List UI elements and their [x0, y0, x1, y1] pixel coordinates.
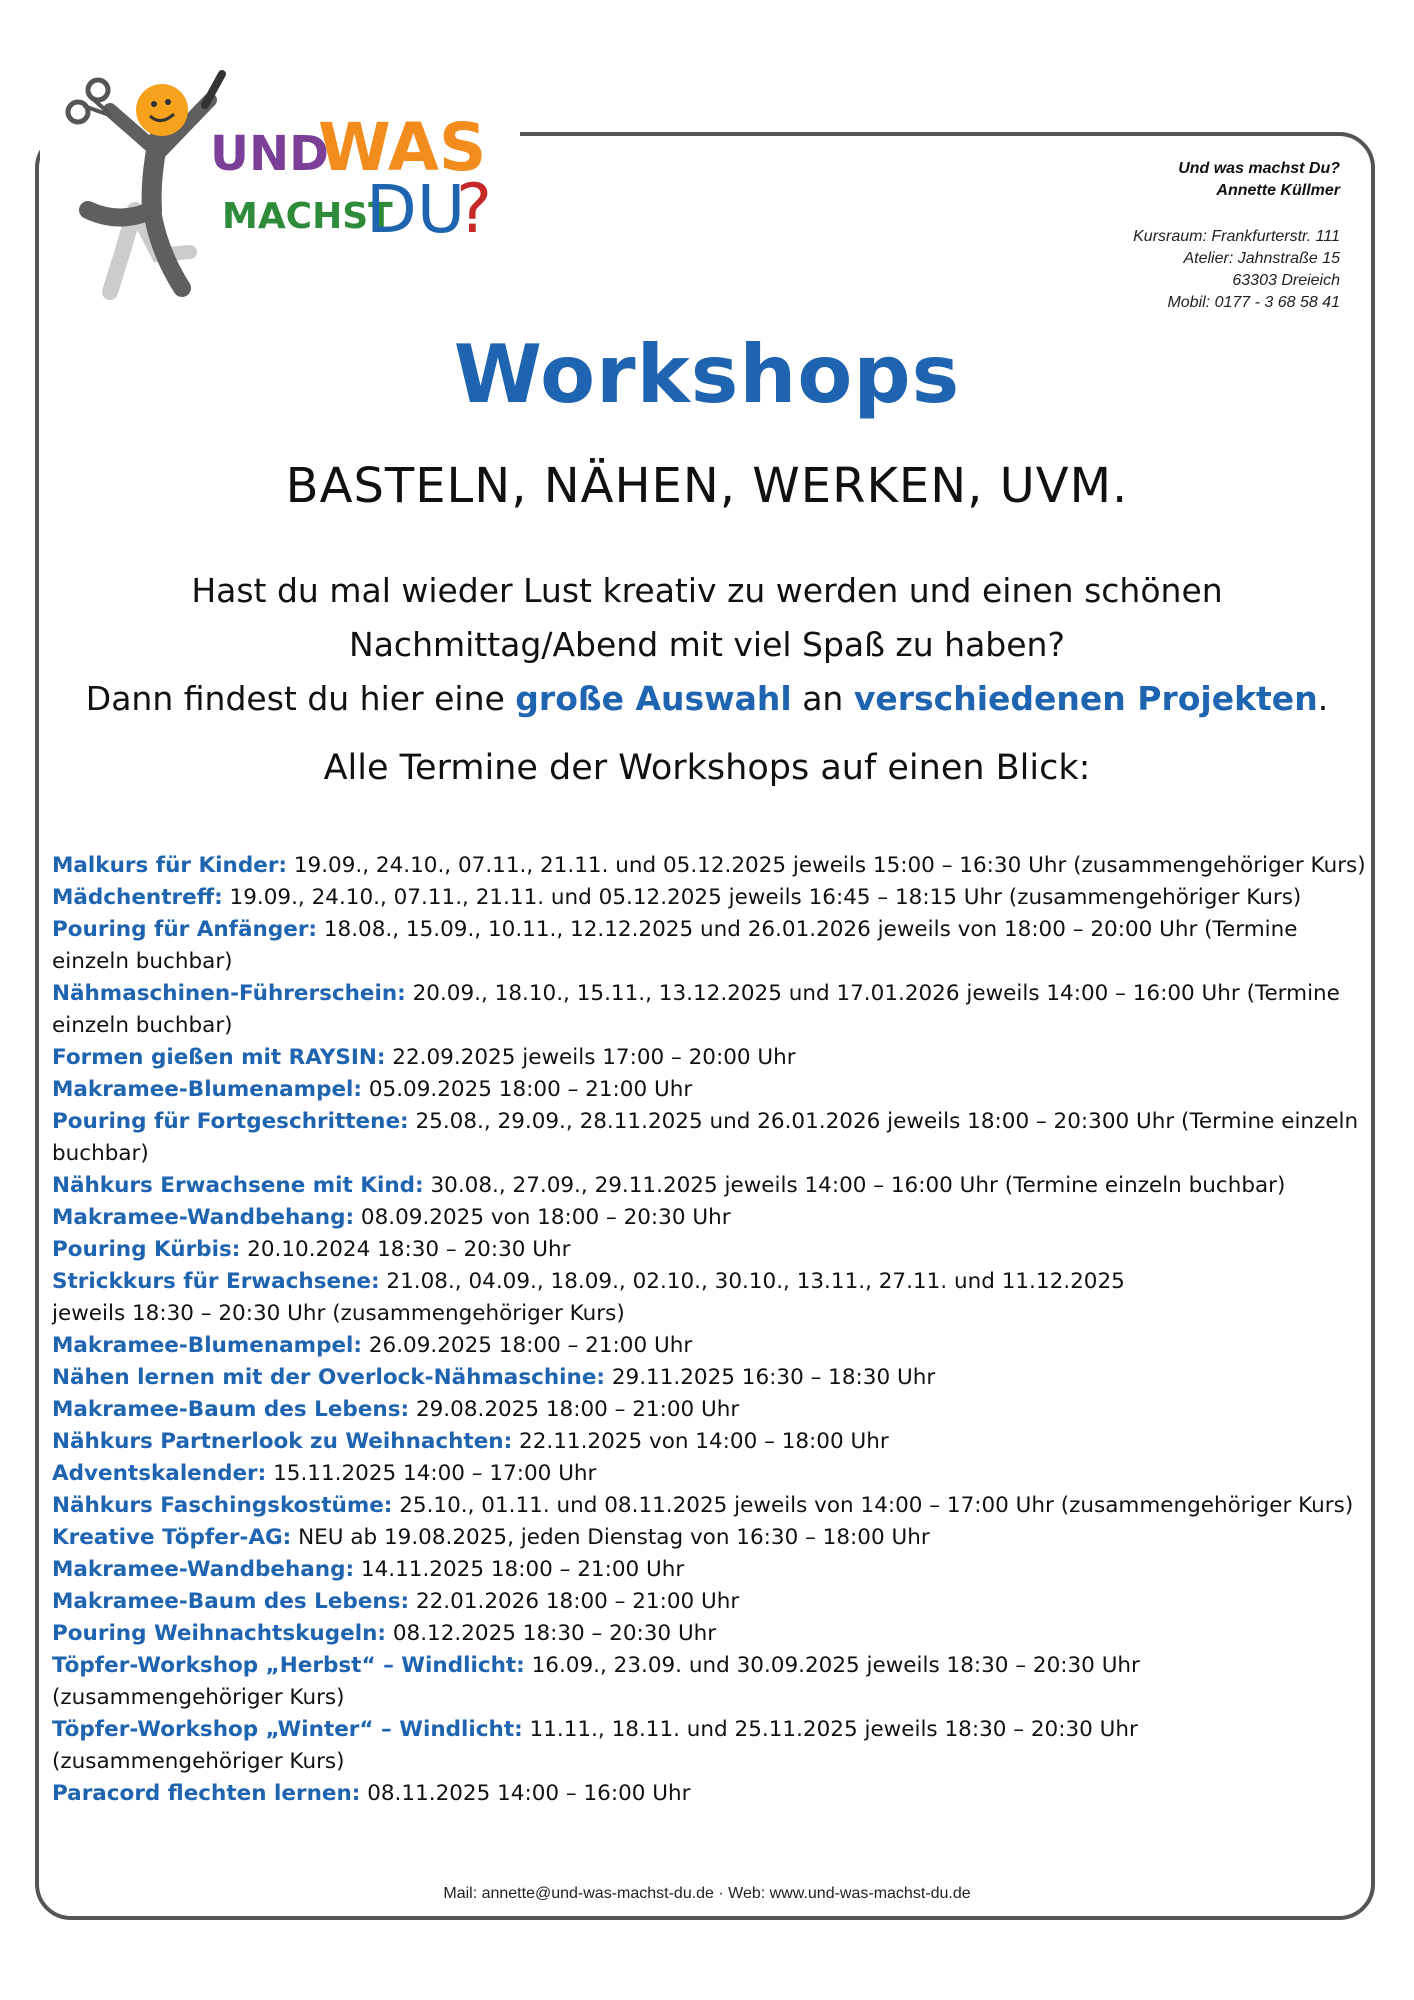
workshop-title: Nähkurs Faschingskostüme:: [52, 1493, 393, 1518]
intro-text-part: .: [1317, 679, 1329, 718]
workshop-title: Nähen lernen mit der Overlock-Nähmaschine:: [52, 1365, 606, 1390]
workshop-dates: 08.11.2025 14:00 – 16:00 Uhr: [360, 1781, 691, 1806]
workshop-item: [52, 1042, 1372, 1074]
workshop-dates: 08.09.2025 von 18:00 – 20:30 Uhr: [354, 1205, 731, 1230]
workshop-item: [52, 1554, 1372, 1586]
workshop-title: Pouring Weihnachtskugeln:: [52, 1621, 386, 1646]
workshop-dates: 30.08., 27.09., 29.11.2025 jeweils 14:00 – 16:00 Uhr (Termine einzeln buchbar): [423, 1173, 1286, 1198]
workshop-item: [52, 1586, 1372, 1618]
workshop-item: [52, 1778, 1372, 1810]
workshop-title: Makramee-Blumenampel:: [52, 1077, 363, 1102]
owner-name: Annette Küllmer: [1216, 182, 1340, 199]
logo-text-question: ?: [456, 170, 493, 249]
address-line: Kursraum: Frankfurterstr. 111: [1133, 228, 1340, 245]
logo-text-machst: MACHST: [222, 196, 393, 237]
workshop-dates: 14.11.2025 18:00 – 21:00 Uhr: [354, 1557, 685, 1582]
intro-highlight: große Auswahl: [515, 679, 792, 718]
workshop-title: Nähkurs Partnerlook zu Weihnachten:: [52, 1429, 513, 1454]
workshop-dates: 19.09., 24.10., 07.11., 21.11. und 05.12.2025 jeweils 15:00 – 16:30 Uhr (zusammengehöriger Kurs): [287, 853, 1366, 878]
workshop-item: [52, 978, 1372, 1042]
workshop-dates: 15.11.2025 14:00 – 17:00 Uhr: [266, 1461, 597, 1486]
workshop-item: [52, 1618, 1372, 1650]
workshop-title: Pouring für Anfänger:: [52, 917, 318, 942]
workshop-dates: 22.01.2026 18:00 – 21:00 Uhr: [409, 1589, 740, 1614]
workshop-title: Strickkurs für Erwachsene:: [52, 1269, 380, 1294]
logo-text-und: UND: [210, 126, 329, 182]
workshop-title: Kreative Töpfer-AG:: [52, 1525, 292, 1550]
workshop-title: Adventskalender:: [52, 1461, 267, 1486]
workshop-dates: 29.08.2025 18:00 – 21:00 Uhr: [409, 1397, 740, 1422]
schedule-heading: Alle Termine der Workshops auf einen Blick:: [323, 748, 1091, 788]
workshop-item: [52, 1458, 1372, 1490]
workshop-item: [52, 850, 1372, 882]
phone-line: Mobil: 0177 - 3 68 58 41: [1167, 294, 1340, 311]
intro-line-3: [0, 672, 1414, 726]
workshop-item: [52, 914, 1372, 978]
workshop-title: Töpfer-Workshop „Winter“ – Windlicht:: [52, 1717, 523, 1742]
address-line: 63303 Dreieich: [1232, 272, 1340, 289]
page-subtitle: BASTELN, NÄHEN, WERKEN, UVM.: [285, 458, 1129, 514]
workshop-item: [52, 1106, 1372, 1170]
workshop-title: Makramee-Wandbehang:: [52, 1557, 355, 1582]
intro-text-part: Dann findest du hier eine: [85, 679, 516, 718]
intro-text: [0, 564, 1414, 726]
workshop-dates: 20.09., 18.10., 15.11., 13.12.2025 und 17.01.2026 jeweils 14:00 – 16:00 Uhr (Termine einzeln buchbar): [52, 981, 1340, 1038]
workshop-title: Makramee-Baum des Lebens:: [52, 1589, 410, 1614]
company-name: Und was machst Du?: [1178, 160, 1340, 177]
page-title: Workshops: [453, 328, 961, 421]
workshop-item: [52, 882, 1372, 914]
workshop-title: Mädchentreff:: [52, 885, 223, 910]
workshop-item: [52, 1490, 1372, 1522]
intro-highlight: verschiedenen Projekten: [853, 679, 1318, 718]
workshop-list: [52, 850, 1372, 1810]
workshop-item: [52, 1426, 1372, 1458]
workshop-title: Nähmaschinen-Führerschein:: [52, 981, 406, 1006]
workshop-dates-cont: (zusammengehöriger Kurs): [52, 1685, 345, 1710]
workshop-dates: 29.11.2025 16:30 – 18:30 Uhr: [605, 1365, 936, 1390]
workshop-item: [52, 1394, 1372, 1426]
workshop-dates: 19.09., 24.10., 07.11., 21.11. und 05.12.2025 jeweils 16:45 – 18:15 Uhr (zusammengehöriger Kurs): [222, 885, 1302, 910]
intro-line-2: Nachmittag/Abend mit viel Spaß zu haben?: [349, 625, 1065, 664]
logo-text-du: DU: [366, 171, 466, 248]
company-logo: [40, 60, 520, 310]
workshop-item: [52, 1170, 1372, 1202]
workshop-title: Töpfer-Workshop „Herbst“ – Windlicht:: [52, 1653, 525, 1678]
workshop-item: [52, 1266, 1372, 1330]
workshop-dates: 21.08., 04.09., 18.09., 02.10., 30.10., 13.11., 27.11. und 11.12.2025: [379, 1269, 1125, 1294]
workshop-dates: 16.09., 23.09. und 30.09.2025 jeweils 18:30 – 20:30 Uhr: [524, 1653, 1140, 1678]
workshop-title: Paracord flechten lernen:: [52, 1781, 361, 1806]
workshop-dates: 08.12.2025 18:30 – 20:30 Uhr: [386, 1621, 717, 1646]
workshop-item: [52, 1074, 1372, 1106]
logo-graphic: [40, 60, 520, 310]
workshop-item: [52, 1234, 1372, 1266]
workshop-item: [52, 1202, 1372, 1234]
workshop-title: Pouring für Fortgeschrittene:: [52, 1109, 409, 1134]
workshop-dates: NEU ab 19.08.2025, jeden Dienstag von 16:30 – 18:00 Uhr: [291, 1525, 930, 1550]
workshop-item: [52, 1330, 1372, 1362]
address-line: Atelier: Jahnstraße 15: [1183, 250, 1340, 267]
workshop-title: Formen gießen mit RAYSIN:: [52, 1045, 386, 1070]
workshop-dates: 22.11.2025 von 14:00 – 18:00 Uhr: [512, 1429, 889, 1454]
workshop-item: [52, 1362, 1372, 1394]
workshop-item: [52, 1522, 1372, 1554]
workshop-dates: 25.08., 29.09., 28.11.2025 und 26.01.2026 jeweils 18:00 – 20:300 Uhr (Termine einzeln buchbar): [52, 1109, 1359, 1166]
workshop-title: Pouring Kürbis:: [52, 1237, 241, 1262]
workshop-dates: 05.09.2025 18:00 – 21:00 Uhr: [362, 1077, 693, 1102]
contact-block: [1133, 158, 1340, 314]
logo-text-was: WAS: [318, 109, 487, 186]
workshop-dates: 26.09.2025 18:00 – 21:00 Uhr: [362, 1333, 693, 1358]
workshop-dates: 18.08., 15.09., 10.11., 12.12.2025 und 26.01.2026 jeweils von 18:00 – 20:00 Uhr (Termine einzeln buchbar): [52, 917, 1298, 974]
workshop-dates: 22.09.2025 jeweils 17:00 – 20:00 Uhr: [385, 1045, 796, 1070]
footer-contact: Mail: annette@und-was-machst-du.de · Web: www.und-was-machst-du.de: [443, 1885, 971, 1902]
intro-line-1: Hast du mal wieder Lust kreativ zu werden und einen schönen: [191, 571, 1223, 610]
workshop-dates-cont: jeweils 18:30 – 20:30 Uhr (zusammengehöriger Kurs): [52, 1301, 625, 1326]
workshop-item: [52, 1650, 1372, 1714]
workshop-title: Makramee-Blumenampel:: [52, 1333, 363, 1358]
workshop-title: Malkurs für Kinder:: [52, 853, 288, 878]
workshop-title: Nähkurs Erwachsene mit Kind:: [52, 1173, 424, 1198]
intro-text-part: an: [791, 679, 854, 718]
workshop-title: Makramee-Wandbehang:: [52, 1205, 355, 1230]
workshop-title: Makramee-Baum des Lebens:: [52, 1397, 410, 1422]
workshop-dates: 25.10., 01.11. und 08.11.2025 jeweils von 14:00 – 17:00 Uhr (zusammengehöriger Kurs): [392, 1493, 1354, 1518]
workshop-item: [52, 1714, 1372, 1778]
workshop-dates: 20.10.2024 18:30 – 20:30 Uhr: [240, 1237, 571, 1262]
workshop-dates: 11.11., 18.11. und 25.11.2025 jeweils 18:30 – 20:30 Uhr (zusammengehöriger Kurs): [52, 1717, 1138, 1774]
